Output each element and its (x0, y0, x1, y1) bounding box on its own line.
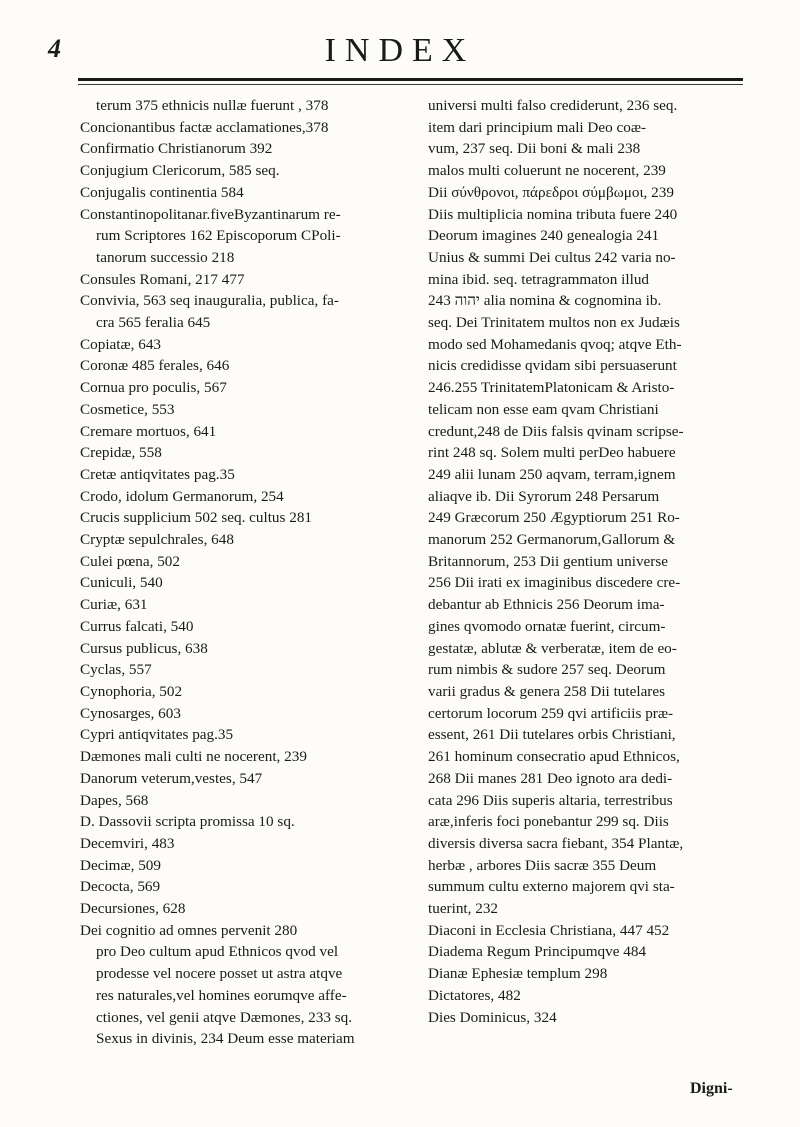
index-line: Consules Romani, 217 477 (80, 270, 245, 288)
index-line: Dies Dominicus, 324 (428, 1008, 557, 1026)
index-line: essent, 261 Dii tutelares orbis Christiani, (428, 726, 676, 744)
index-line: Confirmatio Christianorum 392 (80, 140, 273, 158)
index-line: prodesse vel nocere posset ut astra atqve (96, 965, 343, 983)
index-line: seq. Dei Trinitatem multos non ex Judæis (428, 314, 680, 332)
index-line: Cosmetice, 553 (80, 400, 175, 418)
index-line: malos multi coluerunt ne nocerent, 239 (428, 162, 666, 180)
index-line: Deorum imagines 240 genealogia 241 (428, 227, 660, 245)
index-line: res naturales,vel homines eorumqve affe- (96, 986, 347, 1004)
index-line: Cretæ antiqvitates pag.35 (80, 465, 235, 483)
index-line: 249 alii lunam 250 aqvam, terram,ignem (428, 465, 676, 483)
index-line: manorum 252 Germanorum,Gallorum & (428, 531, 676, 549)
index-line: Crepidæ, 558 (80, 444, 162, 462)
index-line: Diadema Regum Principumqve 484 (428, 943, 647, 961)
page-number: 4 (48, 34, 61, 63)
index-line: Cyclas, 557 (80, 661, 152, 679)
index-line: Cursus publicus, 638 (80, 639, 208, 657)
index-line: rint 248 sq. Solem multi perDeo habuere (428, 444, 676, 462)
left-column (80, 95, 410, 1050)
index-line: ctiones, vel genii atqve Dæmones, 233 sq. (96, 1008, 353, 1026)
index-line: Unius & summi Dei cultus 242 varia no- (428, 248, 676, 266)
index-line: pro Deo cultum apud Ethnicos qvod vel (96, 943, 339, 961)
index-line: Cynophoria, 502 (80, 682, 183, 700)
index-line: 261 hominum consecratio apud Ethnicos, (428, 748, 680, 766)
index-line: יהוה 243 alia nomina & cognomina ib. (428, 292, 662, 310)
index-line: 268 Dii manes 281 Deo ignoto ara dedi- (428, 769, 673, 787)
index-line: Decursiones, 628 (80, 900, 186, 918)
index-line: Currus falcati, 540 (80, 617, 194, 635)
index-line: 246.255 TrinitatemPlatonicam & Aristo- (428, 379, 675, 397)
page-title: INDEX (324, 32, 476, 69)
index-line: varii gradus & genera 258 Dii tutelares (428, 682, 666, 700)
index-line: modo sed Mohamedanis qvoq; atqve Eth- (428, 335, 682, 353)
index-line: Britannorum, 253 Dii gentium universe (428, 552, 669, 570)
index-line: mina ibid. seq. tetragrammaton illud (428, 270, 650, 288)
index-line: 249 Græcorum 250 Ægyptiorum 251 Ro- (428, 509, 680, 527)
index-line: cata 296 Diis superis altaria, terrestribus (428, 791, 673, 809)
index-line: Conjugium Clericorum, 585 seq. (80, 162, 280, 180)
header-rule-thin (78, 84, 743, 85)
index-line: Curiæ, 631 (80, 596, 148, 614)
index-line: herbæ , arbores Diis sacræ 355 Deum (428, 856, 657, 874)
right-column (428, 95, 768, 1028)
catchword: Digni- (690, 1080, 733, 1097)
index-line: universi multi falso crediderunt, 236 seq. (428, 97, 678, 114)
index-line: certorum locorum 259 qvi artificiis præ- (428, 704, 674, 722)
index-line: rum nimbis & sudore 257 seq. Deorum (428, 661, 666, 679)
index-line: Culei pœna, 502 (80, 552, 180, 570)
index-line: Conjugalis continentia 584 (80, 183, 244, 201)
index-line: Decocta, 569 (80, 878, 161, 896)
index-line: gines qvomodo ornatæ fuerint, circum- (428, 617, 666, 635)
index-line: Cypri antiqvitates pag.35 (80, 726, 234, 744)
index-line: tanorum successio 218 (96, 248, 235, 266)
header-rule (78, 78, 743, 81)
index-line: Convivia, 563 seq inauguralia, publica, fa- (80, 292, 339, 310)
index-line: cra 565 feralia 645 (96, 314, 211, 332)
index-line: aræ,inferis foci ponebantur 299 sq. Diis (428, 813, 669, 831)
index-line: Cuniculi, 540 (80, 574, 163, 592)
index-line: Danorum veterum,vestes, 547 (80, 769, 263, 787)
index-line: tuerint, 232 (428, 900, 499, 918)
index-line: Crucis supplicium 502 seq. cultus 281 (80, 509, 313, 527)
index-line: gestatæ, ablutæ & verberatæ, item de eo- (428, 639, 677, 657)
index-line: Constantinopolitanar.fiveByzantinarum re- (80, 205, 341, 223)
index-line: telicam non esse eam qvam Christiani (428, 400, 659, 418)
index-line: debantur ab Ethnicis 256 Deorum ima- (428, 596, 665, 614)
index-line: aliaqve ib. Dii Syrorum 248 Persarum (428, 487, 660, 505)
index-line: Coronæ 485 ferales, 646 (80, 357, 230, 375)
index-line: terum 375 ethnicis nullæ fuerunt , 378 (96, 97, 329, 114)
index-line: 256 Dii irati ex imaginibus discedere cre- (428, 574, 681, 592)
index-line: summum cultu externo majorem qvi sta- (428, 878, 675, 896)
index-line: item dari principium mali Deo coæ- (428, 118, 647, 136)
index-line: Dii σύνθρονοι, πάρεδροι σύμβωμοι, 239 (428, 183, 674, 201)
index-line: Dæmones mali culti ne nocerent, 239 (80, 748, 307, 766)
index-line: rum Scriptores 162 Episcoporum CPoli- (96, 227, 341, 245)
index-line: credunt,248 de Diis falsis qvinam scripse- (428, 422, 684, 440)
index-line: vum, 237 seq. Dii boni & mali 238 (428, 140, 641, 158)
index-line: Decemviri, 483 (80, 834, 175, 852)
index-line: Diis multiplicia nomina tributa fuere 240 (428, 205, 678, 223)
index-line: Sexus in divinis, 234 Deum esse materiam (96, 1030, 355, 1048)
index-line: Concionantibus factæ acclamationes,378 (80, 118, 329, 136)
index-line: diversis diversa sacra fiebant, 354 Plantæ, (428, 834, 684, 852)
index-line: Diaconi in Ecclesia Christiana, 447 452 (428, 921, 670, 939)
index-line: Dianæ Ephesiæ templum 298 (428, 965, 608, 983)
index-line: Cynosarges, 603 (80, 704, 181, 722)
index-line: D. Dassovii scripta promissa 10 sq. (80, 813, 295, 831)
index-line: Dei cognitio ad omnes pervenit 280 (80, 921, 298, 939)
index-line: Decimæ, 509 (80, 856, 161, 874)
index-line: Copiatæ, 643 (80, 335, 162, 353)
index-line: Crodo, idolum Germanorum, 254 (80, 487, 284, 505)
index-line: Cremare mortuos, 641 (80, 422, 217, 440)
index-line: Dapes, 568 (80, 791, 149, 809)
index-line: nicis credidisse qvidam sibi persuaserunt (428, 357, 677, 375)
index-line: Cryptæ sepulchrales, 648 (80, 531, 234, 549)
index-line: Dictatores, 482 (428, 986, 521, 1004)
index-line: Cornua pro poculis, 567 (80, 379, 227, 397)
